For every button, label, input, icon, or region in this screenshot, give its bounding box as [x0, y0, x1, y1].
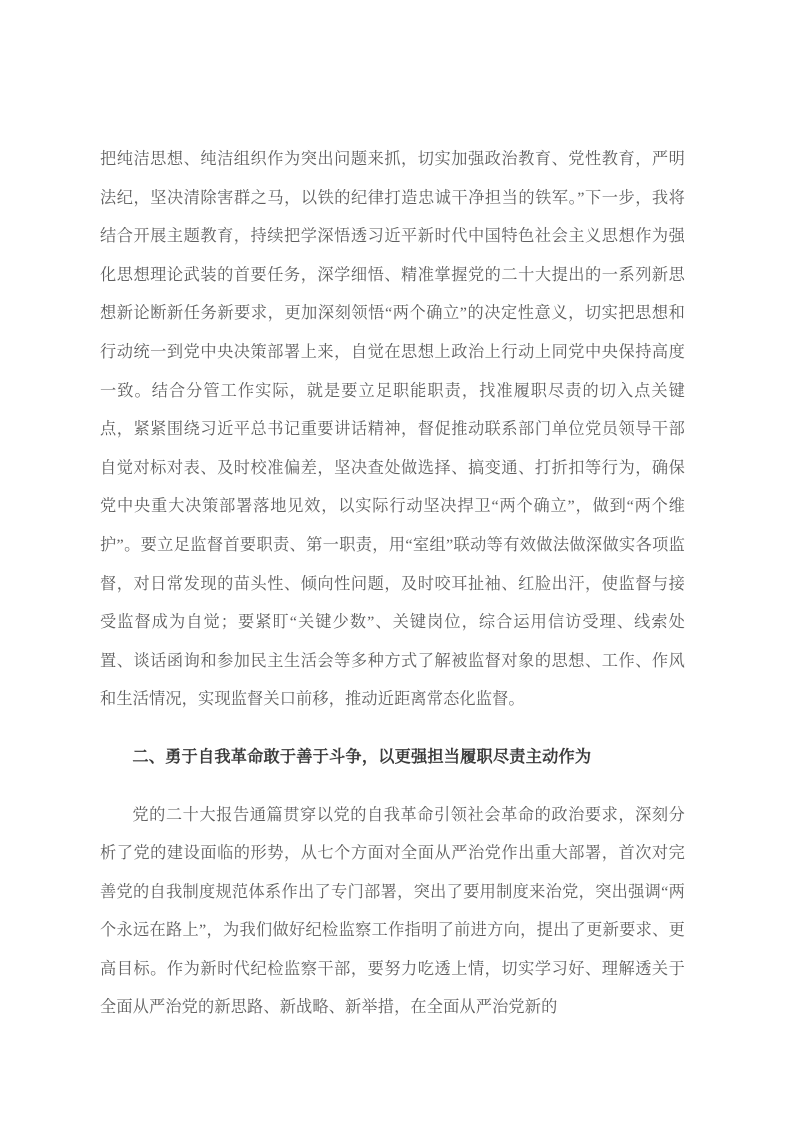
- section-heading-two: 二、勇于自我革命敢于善于斗争，以更强担当履职尽责主动作为: [132, 747, 592, 766]
- paragraph-gap-2: [100, 777, 685, 796]
- paragraph-gap-1: [100, 719, 685, 738]
- paragraph-continued: 把纯洁思想、纯洁组织作为突出问题来抓，切实加强政治教育、党性教育，严明法纪，坚决清除害群之马，以铁的纪律打造忠诚干净担当的铁军。”下一步，我将结合开展主题教育，持续把学深悟透习近平新时代中国特色社会主义思想作为强化思想理论武装的首要任务，深学细悟、精准掌握党的二十大提出的一系列新思想新论断新任务新要求，更加深刻领悟“两个确立”的决定性意义，切实把思想和行动统一到党中央决策部署上来，自觉在思想上政治上行动上同党中央保持高度一致。结合分管工作实际，就是要立足职能职责，找准履职尽责的切入点关键点，紧紧围绕习近平总书记重要讲话精神，督促推动联系部门单位党员领导干部自觉对标对表、及时校准偏差，坚决查处做选择、搞变通、打折扣等行为，确保党中央重大决策部署落地见效，以实际行动坚决捍卫“两个确立”，做到“两个维护”。要立足监督首要职责、第一职责，用“室组”联动等有效做法做深做实各项监督，对日常发现的苗头性、倾向性问题，及时咬耳扯袖、红脸出汗，使监督与接受监督成为自觉；要紧盯“关键少数”、关键岗位，综合运用信访受理、线索处置、谈话函询和参加民主生活会等多种方式了解被监督对象的思想、工作、作风和生活情况，实现监督关口前移，推动近距离常态化监督。: [100, 150, 685, 709]
- text-column: [100, 140, 685, 1027]
- paragraph-two: 党的二十大报告通篇贯穿以党的自我革命引领社会革命的政治要求，深刻分析了党的建设面临的形势，从七个方面对全面从严治党作出重大部署，首次对完善党的自我制度规范体系作出了专门部署，突出了要用制度来治党，突出强调“两个永远在路上”，为我们做好纪检监察工作指明了前进方向，提出了更新要求、更高目标。作为新时代纪检监察干部，要努力吃透上情，切实学习好、理解透关于全面从严治党的新思路、新战略、新举措，在全面从严治党新的: [100, 805, 685, 1017]
